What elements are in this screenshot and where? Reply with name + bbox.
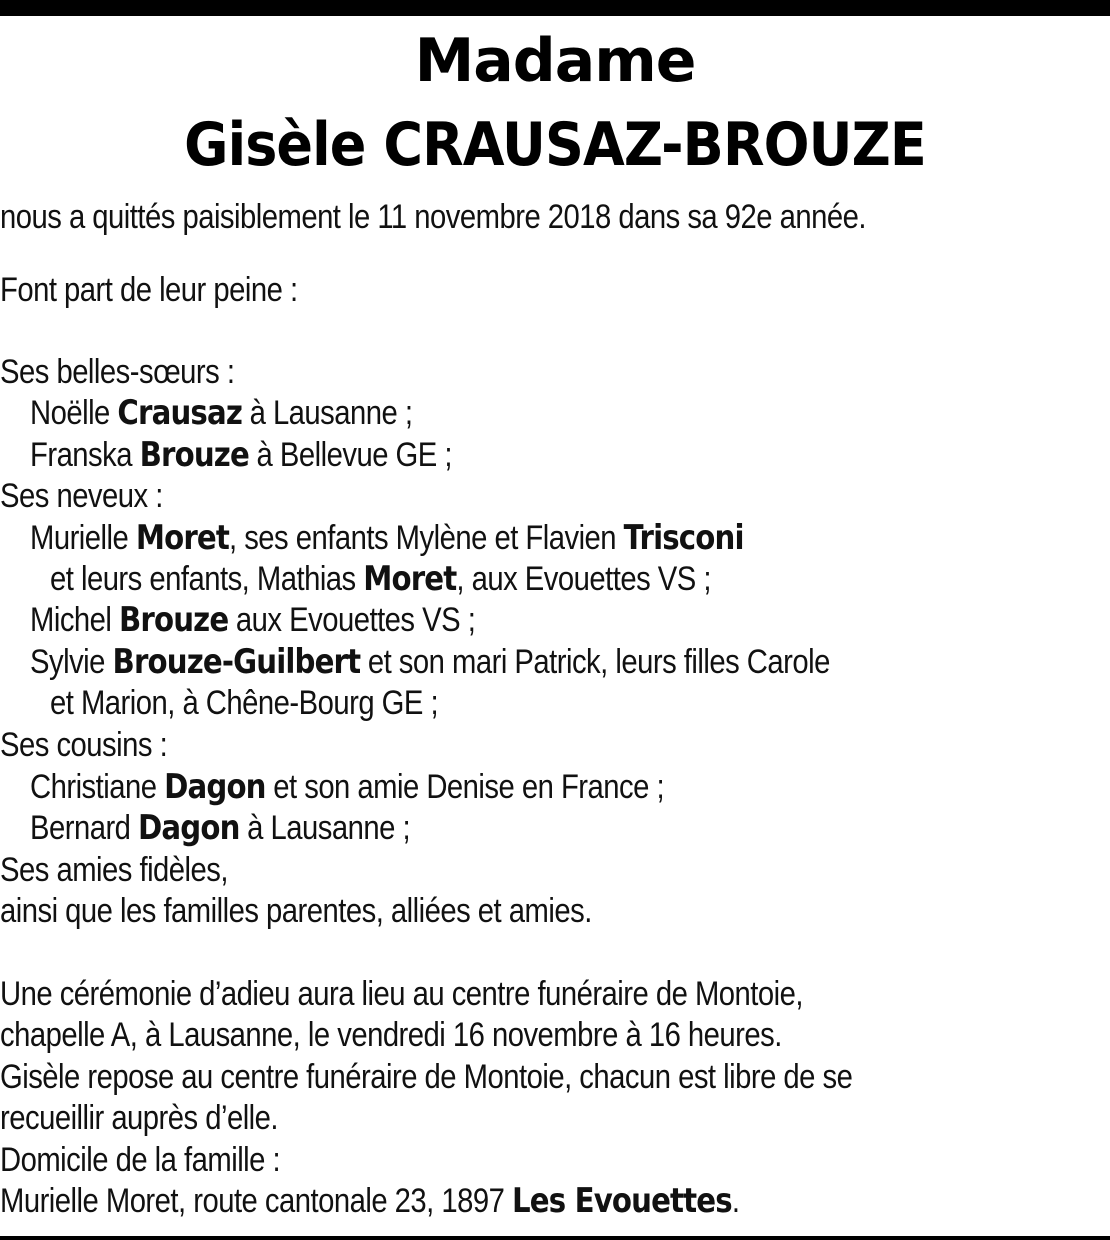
title-line-1: Madame xyxy=(414,26,696,96)
ceremony-line-1: Une cérémonie d’adieu aura lieu au centre funéraire de Montoie, xyxy=(0,975,803,1013)
belle-soeur-1: Noëlle Crausaz à Lausanne ; xyxy=(30,393,413,433)
surname: Brouze xyxy=(139,435,249,475)
cousins-heading: Ses cousins : xyxy=(0,726,168,764)
intro-line: nous a quittés paisiblement le 11 novembre 2018 dans sa 92e année. xyxy=(0,198,866,236)
place-name: Les Evouettes xyxy=(511,1181,732,1221)
top-rule xyxy=(0,0,1110,16)
share-line: Font part de leur peine : xyxy=(0,271,298,309)
surname: Moret xyxy=(363,559,457,599)
belle-soeur-2: Franska Brouze à Bellevue GE ; xyxy=(30,435,452,475)
surname: Brouze xyxy=(119,600,229,640)
cousin-2: Bernard Dagon à Lausanne ; xyxy=(30,808,411,848)
neveu-3-continued: et Marion, à Chêne-Bourg GE ; xyxy=(50,684,439,722)
domicile-heading: Domicile de la famille : xyxy=(0,1141,281,1179)
belles-soeurs-heading: Ses belles-sœurs : xyxy=(0,353,235,391)
neveu-2: Michel Brouze aux Evouettes VS ; xyxy=(30,600,476,640)
surname: Dagon xyxy=(138,808,240,848)
domicile-address: Murielle Moret, route cantonale 23, 1897 Les Evouettes. xyxy=(0,1181,740,1221)
title-line-2: Gisèle CRAUSAZ-BROUZE xyxy=(184,110,926,180)
surname: Dagon xyxy=(164,767,266,807)
bottom-rule xyxy=(0,1236,1110,1240)
amies-line: Ses amies fidèles, xyxy=(0,851,228,889)
surname: Crausaz xyxy=(117,393,242,433)
neveux-heading: Ses neveux : xyxy=(0,477,163,515)
neveu-3: Sylvie Brouze-Guilbert et son mari Patrick, leurs filles Carole xyxy=(30,642,830,682)
familles-line: ainsi que les familles parentes, alliées et amies. xyxy=(0,892,592,930)
neveu-1-continued: et leurs enfants, Mathias Moret, aux Evouettes VS ; xyxy=(50,559,712,599)
neveu-1: Murielle Moret, ses enfants Mylène et Flavien Trisconi xyxy=(30,518,744,558)
cousin-1: Christiane Dagon et son amie Denise en France ; xyxy=(30,767,665,807)
ceremony-line-4: recueillir auprès d’elle. xyxy=(0,1099,279,1137)
ceremony-line-2: chapelle A, à Lausanne, le vendredi 16 novembre à 16 heures. xyxy=(0,1016,782,1054)
surname: Brouze-Guilbert xyxy=(112,642,361,682)
ceremony-line-3: Gisèle repose au centre funéraire de Montoie, chacun est libre de se xyxy=(0,1058,853,1096)
surname: Moret xyxy=(135,518,229,558)
surname: Trisconi xyxy=(623,518,744,558)
